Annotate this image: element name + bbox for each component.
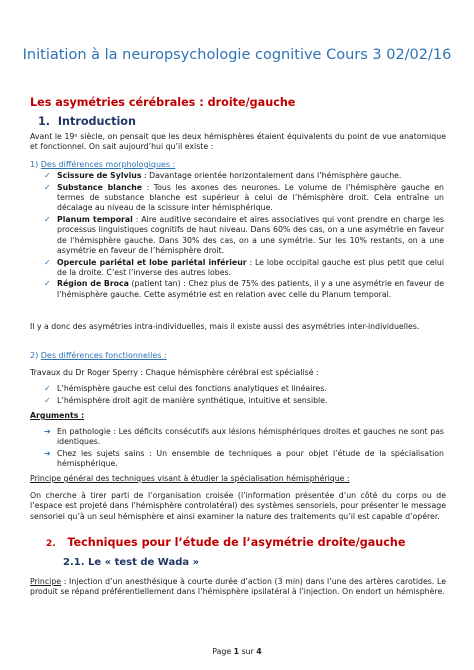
wada-paragraph — [30, 577, 446, 598]
check-icon: ✓ — [44, 171, 51, 180]
list-item: ✓ Substance blanche : Tous les axones des neurones. Le volume de l’hémisphère gauche en termes de substance blanche est supérieur à celui de l’hémisphère droit. Cela entraîne un décalage au niveau de la scissure inter hémisphérique. — [44, 182, 445, 213]
sperry-paragraph: Travaux du Dr Roger Sperry : Chaque hémisphère cérébral est spécialisé : — [30, 368, 319, 377]
check-icon: ✓ — [44, 214, 51, 224]
wada-principe-label: Principe — [30, 577, 62, 586]
subheading-label: Des différences fonctionnelles : — [40, 351, 167, 360]
arguments-list — [44, 427, 444, 471]
morphological-list — [44, 171, 444, 301]
subheading-number: 1) — [30, 160, 39, 169]
intra-inter-paragraph: Il y a donc des asymétries intra-individuelles, mais il existe aussi des asymétries inter-individuelles. — [30, 322, 420, 331]
list-item: ➔ Chez les sujets sains : Un ensemble de techniques a pour objet l’étude de la spécialisation hémisphérique. — [44, 448, 444, 469]
page-footer: Page 1 sur 4 — [212, 647, 262, 656]
principe-label: Principe général des techniques visant à étudier la spécialisation hémisphérique : — [30, 474, 350, 483]
subheading-number: 2) — [30, 351, 39, 360]
intro-paragraph: Avant le 19ᵉ siècle, on pensait que les deux hémisphères étaient équivalents du point de vue anatomique et fonctionnel. On sait aujourd’hui qu’il existe : — [30, 132, 446, 152]
check-icon: ✓ — [44, 182, 51, 192]
functional-list — [44, 384, 444, 407]
page-number: 1 — [233, 647, 240, 656]
heading-introduction — [38, 115, 136, 128]
document-title: Initiation à la neuropsychologie cognitive Cours 3 02/02/16 — [22, 47, 452, 63]
list-item: ➔ En pathologie : Les déficits consécutifs aux lésions hémisphériques droites et gauches ne sont pas identiques. — [44, 427, 444, 447]
heading-label: Techniques pour l’étude de l’asymétrie droite/gauche — [67, 536, 406, 549]
check-icon: ✓ — [44, 279, 51, 289]
arrow-right-icon: ➔ — [44, 448, 51, 458]
section-heading-techniques — [46, 536, 405, 549]
check-icon: ✓ — [44, 257, 51, 267]
list-item: ✓ L’hémisphère droit agit de manière synthétique, intuitive et sensible. — [44, 395, 328, 405]
subheading-label: Des différences morphologiques : — [40, 160, 176, 169]
list-item: ✓ Scissure de Sylvius : Davantage orientée horizontalement dans l’hémisphère gauche. — [44, 171, 402, 180]
arrow-right-icon: ➔ — [44, 427, 51, 436]
heading-number: 1. — [38, 115, 51, 128]
section-heading-asymetries: Les asymétries cérébrales : droite/gauche — [30, 96, 296, 109]
check-icon: ✓ — [44, 384, 51, 393]
list-item: ✓ Région de Broca (patient tan) : Chez plus de 75% des patients, il y a une asymétrie en faveur de l’hémisphère gauche. Cette asymétrie est en relation avec celle du Planum temporal. — [44, 279, 444, 299]
list-item: ✓ Planum temporal : Aire auditive secondaire et aires associatives qui vont prendre en charge les processus linguistiques cognitifs de haut niveau. Dans 60% des cas, on a une asymétrie en faveur de l’hémisphère gauche. Dans 30% des cas, on a une symétrie. Sur les 10% restants, on a une asymétrie en faveur de l’hémisphère droit. — [44, 214, 444, 256]
heading-label: Introduction — [57, 115, 136, 128]
subheading-functional — [30, 351, 167, 360]
subheading-morphological — [30, 160, 175, 169]
check-icon: ✓ — [44, 395, 51, 405]
list-item: ✓ L’hémisphère gauche est celui des fonctions analytiques et linéaires. — [44, 384, 327, 393]
page-total: 4 — [256, 647, 262, 656]
arguments-label: Arguments : — [30, 411, 85, 420]
heading-wada: 2.1. Le « test de Wada » — [63, 557, 200, 568]
wada-text: : Injection d’un anesthésique à courte durée d’action (3 min) dans l’une des artères carotides. Le produit se répand préférentiellement dans l’hémisphère ipsilatéral à l’injection. On endort un hémisphère. — [30, 577, 446, 597]
list-item: ✓ Opercule pariétal et lobe pariétal inférieur : Le lobe occipital gauche est plus petit que celui de la droite. C’est l’inverse des autres lobes. — [44, 257, 445, 277]
principe-paragraph: On cherche à tirer parti de l’organisation croisée (l’information présentée d’un côté du corps ou de l’espace est projeté dans l’hémisphère controlatéral) des systèmes sensoriels, pour présenter le message sensoriel qu’à un seul hémisphère et ainsi examiner la nature des traitements qu’il est capable d’opérer. — [30, 491, 446, 521]
heading-number: 2. — [46, 539, 56, 549]
